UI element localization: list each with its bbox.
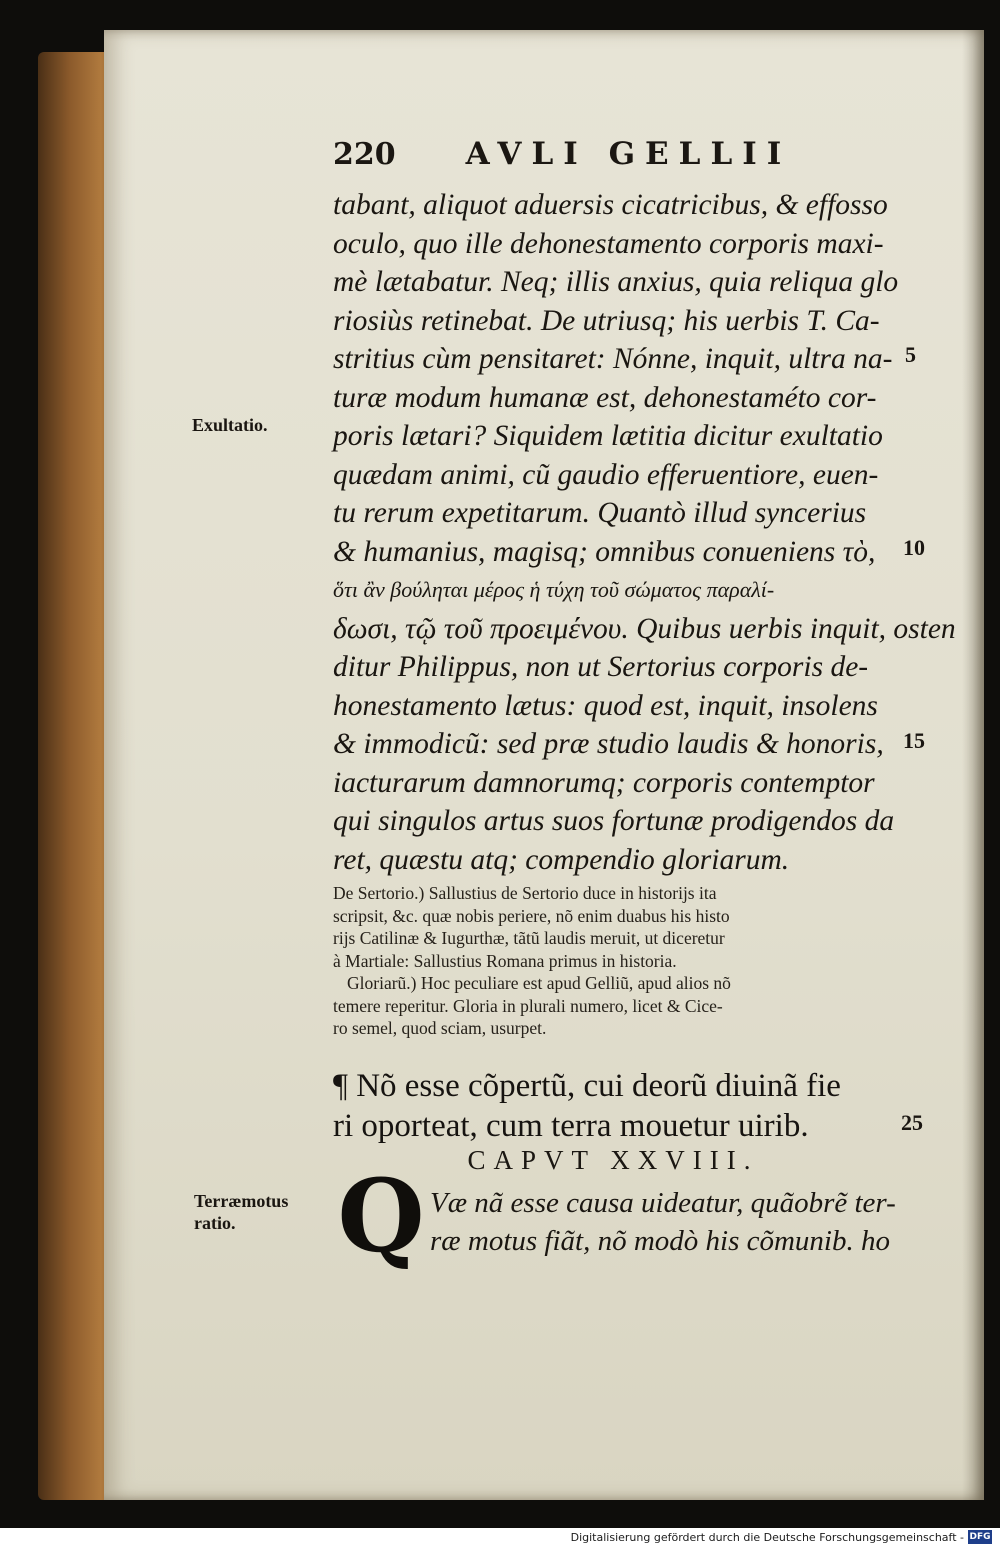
commentary-line: rijs Catilinæ & Iugurthæ, tãtũ laudis meruit, ut diceretur: [333, 928, 725, 948]
chapter-heading: [333, 1066, 893, 1146]
greek-text-line: ὅτι ἂν βούληται μέρος ἡ τύχη τοῦ σώματος παραλί-: [333, 577, 775, 602]
text-line: iacturarum damnorumq; corporis contemptor: [333, 766, 875, 799]
commentary-block: [333, 882, 893, 1040]
line-number-10: 10: [903, 535, 925, 560]
text-line: ræ motus fiãt, nõ modò his cõmunib. ho: [430, 1225, 890, 1257]
commentary-line: à Martiale: Sallustius Romana primus in historia.: [333, 950, 677, 971]
digitization-credit: Digitalisierung gefördert durch die Deutsche Forschungsgemeinschaft -: [570, 1531, 964, 1544]
text-line: stritius cùm pensitaret: Nónne, inquit, ultra na-: [333, 343, 893, 375]
dfg-logo: DFG: [969, 1532, 991, 1542]
text-line: & immodicũ: sed præ studio laudis & honoris,: [333, 728, 884, 760]
margin-note-line: ratio.: [194, 1213, 236, 1233]
text-line: riosiùs retinebat. De utriusq; his uerbis T. Ca-: [333, 304, 880, 337]
line-number-25: 25: [901, 1110, 923, 1135]
commentary-line: De Sertorio.) Sallustius de Sertorio duce in historijs ita: [333, 883, 717, 903]
commentary-line: scripsit, &c. quæ nobis periere, nõ enim duabus his histo: [333, 905, 730, 926]
text-line: quædam animi, cũ gaudio efferuentiore, euen-: [333, 458, 879, 491]
text-line: δωσι, τῷ τοῦ προειμένου. Quibus uerbis inquit, osten: [333, 612, 956, 645]
page-number: 220: [333, 136, 396, 172]
commentary-line: ro semel, quod sciam, usurpet.: [333, 1018, 547, 1038]
text-line: Væ nã esse causa uideatur, quãobrẽ ter-: [430, 1187, 896, 1219]
page-shadow: [962, 30, 984, 1500]
margin-note-terraemotus: [194, 1190, 288, 1234]
text-line: tabant, aliquot aduersis cicatricibus, & effosso: [333, 189, 888, 221]
line-number-15: 15: [903, 728, 925, 753]
text-line: turæ modum humanæ est, dehonestaméto cor-: [333, 381, 877, 414]
running-head: [333, 134, 853, 174]
commentary-line: temere reperitur. Gloria in plurali numero, licet & Cice-: [333, 995, 723, 1016]
text-line: mè lætabatur. Neq; illis anxius, quia reliqua glo: [333, 266, 899, 298]
text-line: tu rerum expetitarum. Quantò illud syncerius: [333, 497, 867, 529]
margin-note-exultatio: Exultatio.: [192, 415, 268, 435]
chapter-heading-line: ri oporteat, cum terra mouetur uirib.: [333, 1108, 809, 1144]
text-line: oculo, quo ille dehonestamento corporis maxi-: [333, 227, 884, 260]
chapter-number: CAPVT XXVIII.: [467, 1145, 759, 1175]
commentary-line: Gloriarũ.) Hoc peculiare est apud Gelliũ, apud alios nõ: [347, 973, 731, 993]
text-line: qui singulos artus suos fortunæ prodigendos da: [333, 805, 895, 837]
running-title: AVLI GELLII: [465, 136, 792, 172]
chapter-opening: [430, 1184, 900, 1260]
text-line: ret, quæstu atq; compendio gloriarum.: [333, 843, 790, 876]
text-line: ditur Philippus, non ut Sertorius corporis de-: [333, 651, 869, 683]
text-line: honestamento lætus: quod est, inquit, insolens: [333, 689, 878, 722]
text-line: poris lætari? Siquidem lætitia dicitur exultatio: [333, 420, 883, 452]
chapter-heading-line: ¶ Nõ esse cõpertũ, cui deorũ diuinã fie: [333, 1068, 841, 1104]
drop-cap: Q: [337, 1157, 425, 1275]
line-number-5: 5: [905, 342, 916, 367]
margin-note-line: Terræmotus: [194, 1191, 289, 1211]
text-line: & humanius, magisq; omnibus conueniens τὸ,: [333, 535, 876, 568]
